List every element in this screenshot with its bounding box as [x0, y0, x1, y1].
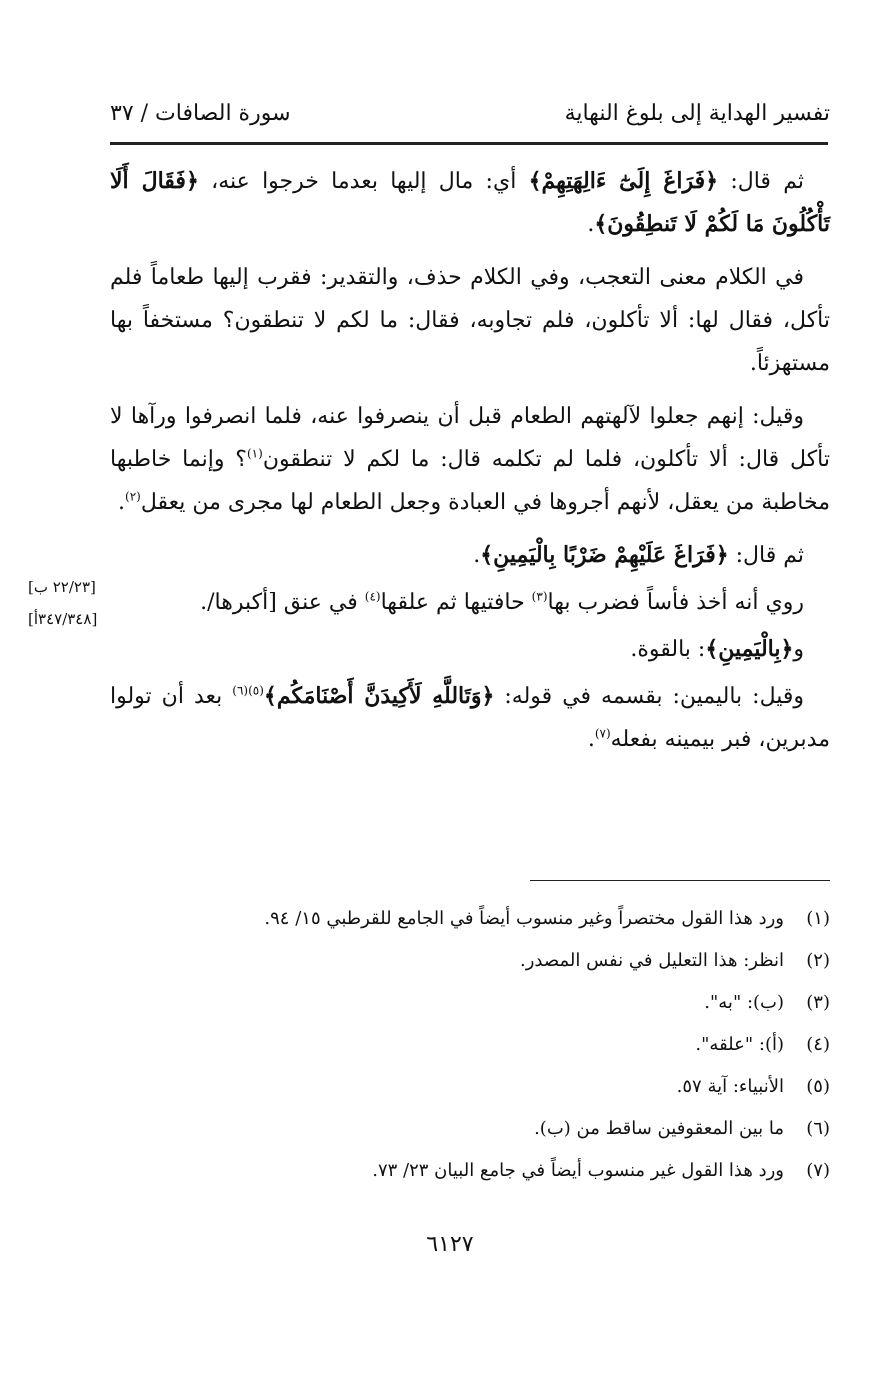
running-header — [110, 92, 830, 134]
manuscript-folio-note: [٢٢/٢٣ ب] — [28, 578, 96, 596]
footnote-number: (٧) — [806, 1160, 830, 1181]
paragraph-4 — [110, 534, 830, 577]
footnote-separator — [530, 880, 830, 881]
footnote-ref[interactable]: (٢) — [125, 489, 141, 504]
quran-verse: ﴿بِالْيَمِينِ﴾ — [705, 636, 794, 662]
footnote-item — [180, 940, 830, 982]
quran-verse: ﴿فَرَاغَ إِلَىٰٓ ءَالِهَتِهِمْ﴾ — [528, 168, 719, 194]
text: . — [587, 727, 595, 752]
footnote-item — [180, 1066, 830, 1108]
footnote-item — [180, 1150, 830, 1192]
text: : بالقوة. — [630, 637, 706, 662]
footnote-number: (٣) — [806, 992, 830, 1013]
footnote-text: (أ): "علقه". — [695, 1034, 784, 1055]
footnote-number: (٢) — [806, 950, 830, 971]
page-number: ٦١٢٧ — [426, 1232, 474, 1257]
footnote-ref[interactable]: (٧) — [594, 726, 611, 741]
text: ثم قال: — [728, 543, 804, 568]
paragraph-6 — [110, 628, 830, 671]
footnote-number: (١) — [806, 908, 830, 929]
surah-reference: سورة الصافات / ٣٧ — [110, 100, 291, 126]
footnote-item — [180, 1108, 830, 1150]
footnote-number: (٤) — [806, 1034, 830, 1055]
quran-verse: ﴿فَقَالَ أَلَا تَأْكُلُونَ مَا لَكُمْ لَا تَنطِقُونَ﴾ — [110, 168, 830, 237]
footnote-text: (ب): "به". — [704, 992, 784, 1013]
header-rule — [110, 142, 828, 145]
footnote-ref[interactable]: (٥) — [248, 683, 264, 698]
text: أي: مال إليها بعدما خرجوا عنه، — [198, 169, 529, 194]
text: وقيل: إنهم جعلوا لآلهتهم الطعام قبل أن ينصرفوا عنه، فلما انصرفوا ورآها لا تأكل قال: ألا تأكلون، فلما لم تكلمه قال: ما لكم لا تنطقون — [110, 404, 830, 472]
footnote-ref[interactable]: (٤) — [364, 589, 381, 604]
text: روي أنه أخذ فأساً فضرب بها — [547, 590, 804, 615]
footnotes — [180, 898, 830, 1192]
text: حافتيها ثم علقها — [380, 590, 532, 615]
footnote-text: ورد هذا القول مختصراً وغير منسوب أيضاً في الجامع للقرطبي ١٥/ ٩٤. — [264, 908, 784, 929]
footnote-text: ورد هذا القول غير منسوب أيضاً في جامع البيان ٢٣/ ٧٣. — [372, 1160, 784, 1181]
text: بعد أن تولوا مدبرين، فبر بيمينه بفعله — [110, 684, 830, 752]
paragraph-3 — [110, 395, 830, 524]
text: ؟ وإنما خاطبها مخاطبة من يعقل، لأنهم أجروها في العبادة وجعل الطعام لها مجرى من يعقل — [110, 447, 830, 515]
footnote-item — [180, 898, 830, 940]
footnote-number: (٥) — [806, 1076, 830, 1097]
footnote-item — [180, 1024, 830, 1066]
text: . — [587, 212, 595, 237]
quran-verse: ﴿فَرَاغَ عَلَيْهِمْ ضَرْبًا بِالْيَمِينِ﴾ — [480, 542, 729, 568]
quran-verse: ﴿وَتَاللَّهِ لَأَكِيدَنَّ أَصْنَامَكُم﴾ — [263, 683, 495, 709]
text: ثم قال: — [718, 169, 804, 194]
footnote-number: (٦) — [806, 1118, 830, 1139]
text: . — [118, 490, 126, 515]
footnote-text: ما بين المعقوفين ساقط من (ب). — [534, 1118, 784, 1139]
footnote-ref[interactable]: (٣) — [531, 589, 548, 604]
text: . — [473, 543, 481, 568]
main-text — [110, 160, 830, 771]
text: و — [793, 637, 804, 662]
paragraph-7 — [110, 675, 830, 761]
footnote-ref[interactable]: (١) — [246, 446, 263, 461]
footnote-ref[interactable]: (٦) — [232, 683, 249, 698]
manuscript-folio-note: [٣٤٧/٣٤٨أ] — [28, 610, 98, 628]
footnote-text: الأنبياء: آية ٥٧. — [676, 1076, 784, 1097]
footnote-item — [180, 982, 830, 1024]
text: في عنق [أكبرها/. — [200, 590, 365, 615]
book-title: تفسير الهداية إلى بلوغ النهاية — [564, 100, 830, 126]
paragraph-5 — [110, 581, 830, 624]
paragraph-2: في الكلام معنى التعجب، وفي الكلام حذف، والتقدير: فقرب إليها طعاماً فلم تأكل، فقال لها: ألا تأكلون، فلم تجاوبه، فقال: ما لكم لا تنطقون؟ مستخفاً بها مستهزئاً. — [110, 265, 830, 376]
footnote-text: انظر: هذا التعليل في نفس المصدر. — [520, 950, 784, 971]
paragraph-1 — [110, 160, 830, 246]
text: وقيل: باليمين: بقسمه في قوله: — [494, 684, 805, 709]
